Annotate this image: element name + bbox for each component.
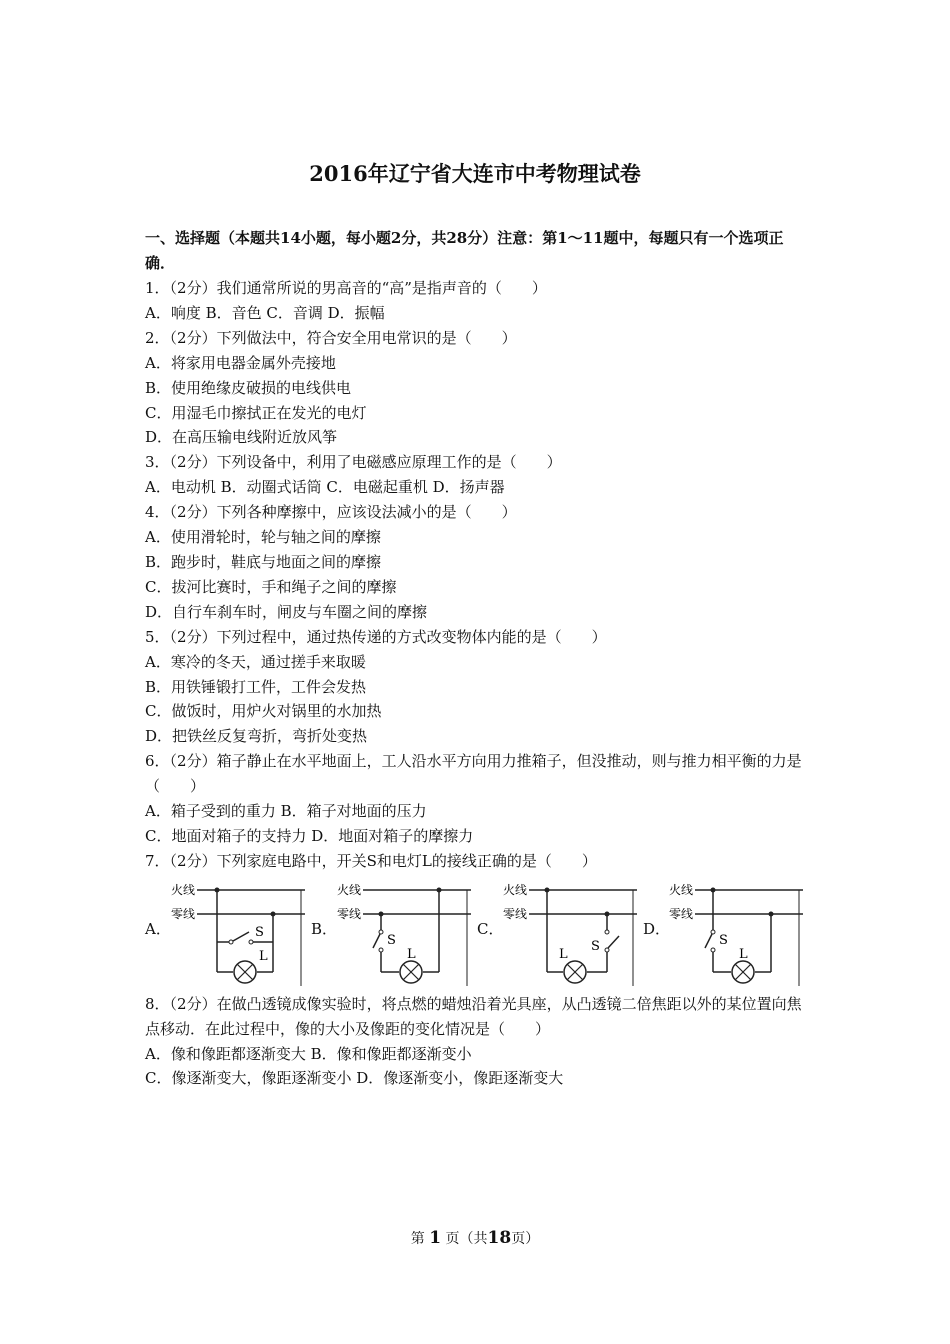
footer-middle: 页（共 xyxy=(445,1231,488,1247)
circuit-diagram-c xyxy=(501,880,637,988)
answer-option: D．把铁丝反复弯折，弯折处变热 xyxy=(145,727,368,746)
answer-option: C．用湿毛巾擦拭正在发光的电灯 xyxy=(145,403,367,422)
neutral-wire-label: 零线 xyxy=(669,906,694,921)
neutral-wire-label: 零线 xyxy=(503,906,528,921)
lamp-label: L xyxy=(559,946,568,962)
footer-suffix: 页） xyxy=(511,1231,540,1247)
exam-content xyxy=(145,226,810,1091)
answer-option: D．自行车刹车时，闸皮与车圈之间的摩擦 xyxy=(145,602,428,621)
switch-label: S xyxy=(255,924,264,940)
answer-options: C．像逐渐变大，像距逐渐变小 D．像逐渐变小，像距逐渐变大 xyxy=(145,1069,564,1088)
switch-label: S xyxy=(387,932,396,948)
question-line: 1．（2分）我们通常所说的男高音的“高”是指声音的（ ） xyxy=(145,279,547,297)
switch-label: S xyxy=(591,938,600,954)
answer-option: A．寒冷的冬天，通过搓手来取暖 xyxy=(145,652,366,671)
live-wire-label: 火线 xyxy=(171,882,196,897)
footer-prefix: 第 xyxy=(410,1231,425,1247)
switch-icon xyxy=(705,934,712,948)
section-heading: 一、选择题（本题共14小题，每小题2分，共28分）注意：第1～11题中，每题只有一个选项正确． xyxy=(145,229,784,272)
option-label: C． xyxy=(477,919,504,938)
live-wire-label: 火线 xyxy=(337,882,362,897)
answer-option: D．在高压输电线附近放风筝 xyxy=(145,428,338,447)
answer-option: C．做饭时，用炉火对锅里的水加热 xyxy=(145,702,382,721)
option-label: A． xyxy=(145,919,171,938)
question-8: 8．（2分）在做凸透镜成像实验时，将点燃的蜡烛沿着光具座，从凸透镜二倍焦距以外的某位置向焦点移动．在此过程中，像的大小及像距的变化情况是（ ） xyxy=(145,994,802,1038)
circuit-diagram-b xyxy=(335,880,471,988)
question-line: 3．（2分）下列设备中，利用了电磁感应原理工作的是（ ） xyxy=(145,453,562,472)
answer-option: A．使用滑轮时，轮与轴之间的摩擦 xyxy=(145,528,381,547)
switch-icon xyxy=(608,936,619,948)
answer-option: B．使用绝缘皮破损的电线供电 xyxy=(145,378,352,397)
switch-icon xyxy=(233,932,249,941)
circuit-diagram-a xyxy=(169,880,305,988)
page-title: 2016年辽宁省大连市中考物理试卷 xyxy=(309,161,641,186)
question-line: 5．（2分）下列过程中，通过热传递的方式改变物体内能的是（ ） xyxy=(145,627,607,646)
answer-options: A．响度 B．音色 C．音调 D．振幅 xyxy=(145,303,385,322)
question-7: 7．（2分）下列家庭电路中，开关S和电灯L的接线正确的是（ ） xyxy=(145,851,597,870)
answer-options: A．箱子受到的重力 B．箱子对地面的压力 xyxy=(145,802,427,821)
answer-option: A．将家用电器金属外壳接地 xyxy=(145,353,336,372)
answer-option: B．用铁锤锻打工件，工件会发热 xyxy=(145,677,367,696)
circuit-options xyxy=(145,878,810,990)
neutral-wire-label: 零线 xyxy=(171,906,196,921)
page-footer xyxy=(0,1228,950,1248)
lamp-label: L xyxy=(259,948,268,964)
page-number: 1 xyxy=(429,1228,442,1248)
answer-options: A．电动机 B．动圈式话筒 C．电磁起重机 D．扬声器 xyxy=(145,478,505,497)
answer-option: B．跑步时，鞋底与地面之间的摩擦 xyxy=(145,552,382,571)
lamp-label: L xyxy=(739,946,748,962)
live-wire-label: 火线 xyxy=(503,882,528,897)
switch-label: S xyxy=(719,932,728,948)
question-line: 2．（2分）下列做法中，符合安全用电常识的是（ ） xyxy=(145,328,517,347)
circuit-diagram-d xyxy=(667,880,803,988)
question-line: 4．（2分）下列各种摩擦中，应该设法减小的是（ ） xyxy=(145,503,517,522)
switch-icon xyxy=(373,934,380,948)
neutral-wire-label: 零线 xyxy=(337,906,362,921)
question-6: 6．（2分）箱子静止在水平地面上，工人沿水平方向用力推箱子，但没推动，则与推力相平衡的力是（ ） xyxy=(145,752,802,796)
total-pages: 18 xyxy=(487,1228,512,1248)
option-label: B． xyxy=(311,919,338,938)
option-label: D． xyxy=(643,919,671,938)
answer-option: C．拔河比赛时，手和绳子之间的摩擦 xyxy=(145,577,397,596)
live-wire-label: 火线 xyxy=(669,882,694,897)
lamp-label: L xyxy=(407,946,416,962)
answer-options: C．地面对箱子的支持力 D．地面对箱子的摩擦力 xyxy=(145,826,474,845)
answer-options: A．像和像距都逐渐变大 B．像和像距都逐渐变小 xyxy=(145,1044,472,1063)
